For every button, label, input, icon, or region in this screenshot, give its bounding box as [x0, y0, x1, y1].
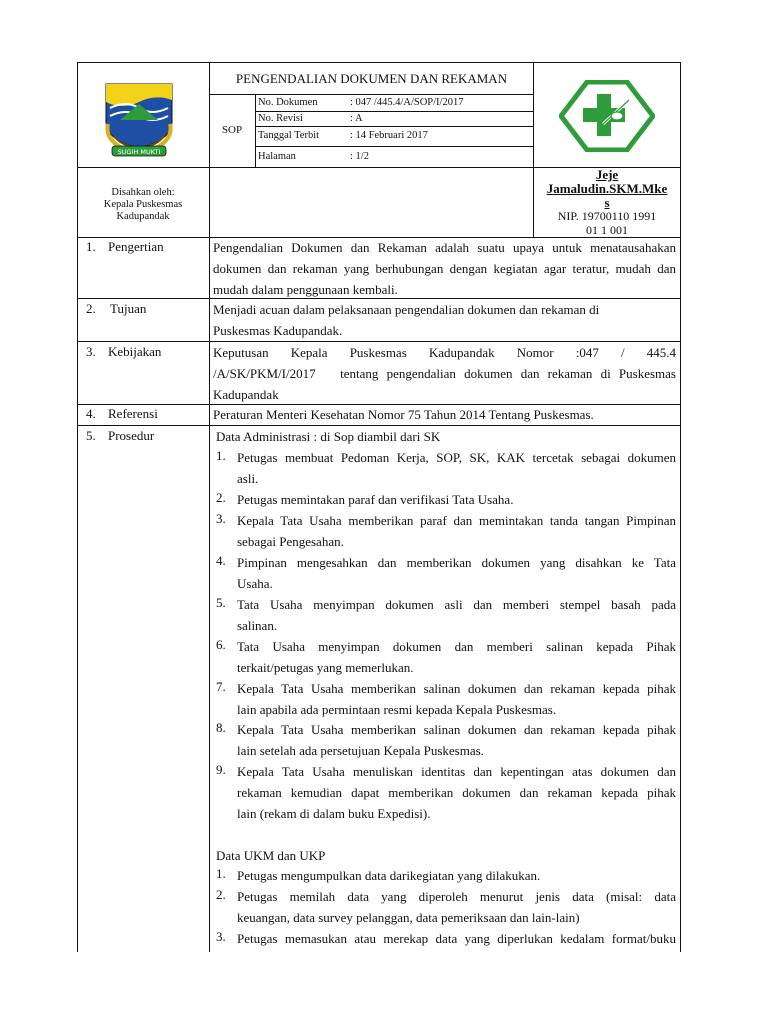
admin-step-line: Petugas memintakan paraf dan verifikasi Tata Usaha.	[237, 492, 514, 507]
admin-step-line: Kepala Tata Usaha menuliskan identitas dan kepentingan atas dokumen dan	[237, 764, 676, 779]
admin-step-line: Kepala Tata Usaha memberikan salinan dokumen dan rekaman kepada pihak	[237, 722, 676, 737]
admin-step-line: Usaha.	[237, 576, 273, 591]
section-3-line3: Kadupandak	[213, 387, 279, 402]
admin-heading: Data Administrasi : di Sop diambil dari SK	[216, 429, 441, 444]
issue-date-label: Tanggal Terbit	[258, 130, 320, 141]
section-4-line1: Peraturan Menteri Kesehatan Nomor 75 Tahun 2014 Tentang Puskesmas.	[213, 407, 594, 422]
section-3-number: 3.	[86, 344, 96, 359]
admin-step-number: 9.	[216, 762, 226, 777]
meta-row-line-3	[255, 146, 534, 147]
ukm-step-line: Petugas mengumpulkan data darikegiatan yang dilakukan.	[237, 868, 541, 883]
admin-step-line: sebagai Pengesahan.	[237, 534, 344, 549]
sop-label: SOP	[221, 124, 243, 136]
admin-step-line: Tata Usaha menyimpan dokumen asli dan memberi stempel basah pada	[237, 597, 676, 612]
admin-step-line: Petugas membuat Pedoman Kerja, SOP, SK, KAK tercetak sebagai dokumen	[237, 450, 676, 465]
nip-line1: NIP. 19700110 1991	[557, 209, 657, 223]
section-1-line2: dokumen dan rekaman yang berhubungan dengan kegiatan agar teratur, mudah dan	[213, 261, 676, 276]
ukm-step-line: Petugas memilah data yang diperoleh menurut jenis data (misal: data	[237, 889, 676, 904]
ukm-step-number: 2.	[216, 887, 226, 902]
title-underline	[209, 94, 534, 95]
admin-step-number: 6.	[216, 637, 226, 652]
admin-step-number: 3.	[216, 511, 226, 526]
section-3-line1: Keputusan Kepala Puskesmas Kadupandak Nomor :047 / 445.4	[213, 345, 676, 360]
table-border-right	[680, 62, 681, 952]
admin-step-line: Kepala Tata Usaha memberikan paraf dan memintakan tanda tangan Pimpinan	[237, 513, 676, 528]
page-value: : 1/2	[350, 151, 369, 162]
admin-step-line: rekaman kemudian dapat memberikan dokumen dan rekaman kepada pihak	[237, 785, 676, 800]
admin-step-line: salinan.	[237, 618, 278, 633]
admin-step-line: asli.	[237, 471, 259, 486]
nip-line2: 01 1 001	[586, 223, 628, 237]
table-border-top	[77, 62, 681, 63]
section-4-label: Referensi	[108, 406, 158, 421]
signer-name-line3: s	[604, 195, 610, 210]
section-2-label: Tujuan	[110, 301, 147, 316]
admin-step-line: terkait/petugas yang memerlukan.	[237, 660, 414, 675]
admin-step-number: 4.	[216, 553, 226, 568]
sop-divider	[255, 94, 256, 167]
section-2-number: 2.	[86, 301, 96, 316]
admin-step-number: 8.	[216, 720, 226, 735]
admin-step-number: 1.	[216, 448, 226, 463]
section-1-line1: Pengendalian Dokumen dan Rekaman adalah suatu upaya untuk menatausahakan	[213, 240, 676, 255]
ukm-step-line: Petugas memasukan atau merekap data yang diperlukan kedalam format/buku	[237, 931, 676, 946]
ukm-step-line: keuangan, data survey pelanggan, data pemeriksaan dan lain-lain)	[237, 910, 580, 925]
admin-step-line: lain (rekam di dalam buku Expedisi).	[237, 806, 431, 821]
issue-date-value: : 14 Februari 2017	[350, 130, 428, 141]
section-1-label: Pengertian	[108, 239, 164, 254]
revision-label: No. Revisi	[258, 113, 303, 124]
signer-name-line2: Jamaludin.SKM.Mke	[546, 181, 668, 196]
section-5-number: 5.	[86, 428, 96, 443]
doc-no-value: : 047 /445.4/A/SOP/I/2017	[350, 97, 464, 108]
regency-logo	[96, 78, 182, 162]
logo-motto: SUGIH MUKTI	[117, 148, 161, 156]
document-title: PENGENDALIAN DOKUMEN DAN REKAMAN	[235, 71, 508, 86]
doc-no-label: No. Dokumen	[258, 97, 318, 108]
section-4-number: 4.	[86, 406, 96, 421]
admin-step-number: 5.	[216, 595, 226, 610]
approved-by-line1: Disahkan oleh:	[111, 187, 175, 198]
section-5-label: Prosedur	[108, 428, 155, 443]
page-label: Halaman	[258, 151, 296, 162]
admin-step-line: lain apabila ada permintaan resmi kepada Kepala Puskesmas.	[237, 702, 557, 717]
section-1-number: 1.	[86, 239, 96, 254]
admin-step-line: Kepala Tata Usaha memberikan salinan dokumen dan rekaman kepada pihak	[237, 681, 676, 696]
admin-step-line: Pimpinan mengesahkan dan memberikan dokumen yang disahkan ke Tata	[237, 555, 676, 570]
meta-row-line-1	[255, 111, 534, 112]
label-col-divider	[209, 237, 210, 952]
meta-row-line-2	[255, 126, 534, 127]
puskesmas-logo	[559, 80, 655, 152]
header-col-divider-left	[209, 62, 210, 238]
section-3-label: Kebijakan	[108, 344, 162, 359]
approved-by-line3: Kadupandak	[116, 211, 170, 222]
signer-name-line1: Jeje	[595, 167, 619, 182]
section-2-line2: Puskesmas Kadupandak.	[213, 323, 343, 338]
section-3-line2: /A/SK/PKM/I/2017 tentang pengendalian dokumen dan rekaman di Puskesmas	[213, 366, 676, 381]
approved-by-line2: Kepala Puskesmas	[103, 199, 183, 210]
ukm-step-number: 1.	[216, 866, 226, 881]
admin-step-number: 7.	[216, 679, 226, 694]
ukm-step-number: 3.	[216, 929, 226, 944]
section-2-line1: Menjadi acuan dalam pelaksanaan pengendalian dokumen dan rekaman di	[213, 302, 600, 317]
revision-value: : A	[350, 113, 363, 124]
admin-step-line: Tata Usaha menyimpan dokumen dan memberi salinan kepada Pihak	[237, 639, 676, 654]
admin-step-line: lain setelah ada persetujuan Kepala Puskesmas.	[237, 743, 484, 758]
section-1-line3: mudah dalam penggunaan kembali.	[213, 282, 398, 297]
admin-step-number: 2.	[216, 490, 226, 505]
ukm-ukp-heading: Data UKM dan UKP	[216, 848, 326, 863]
